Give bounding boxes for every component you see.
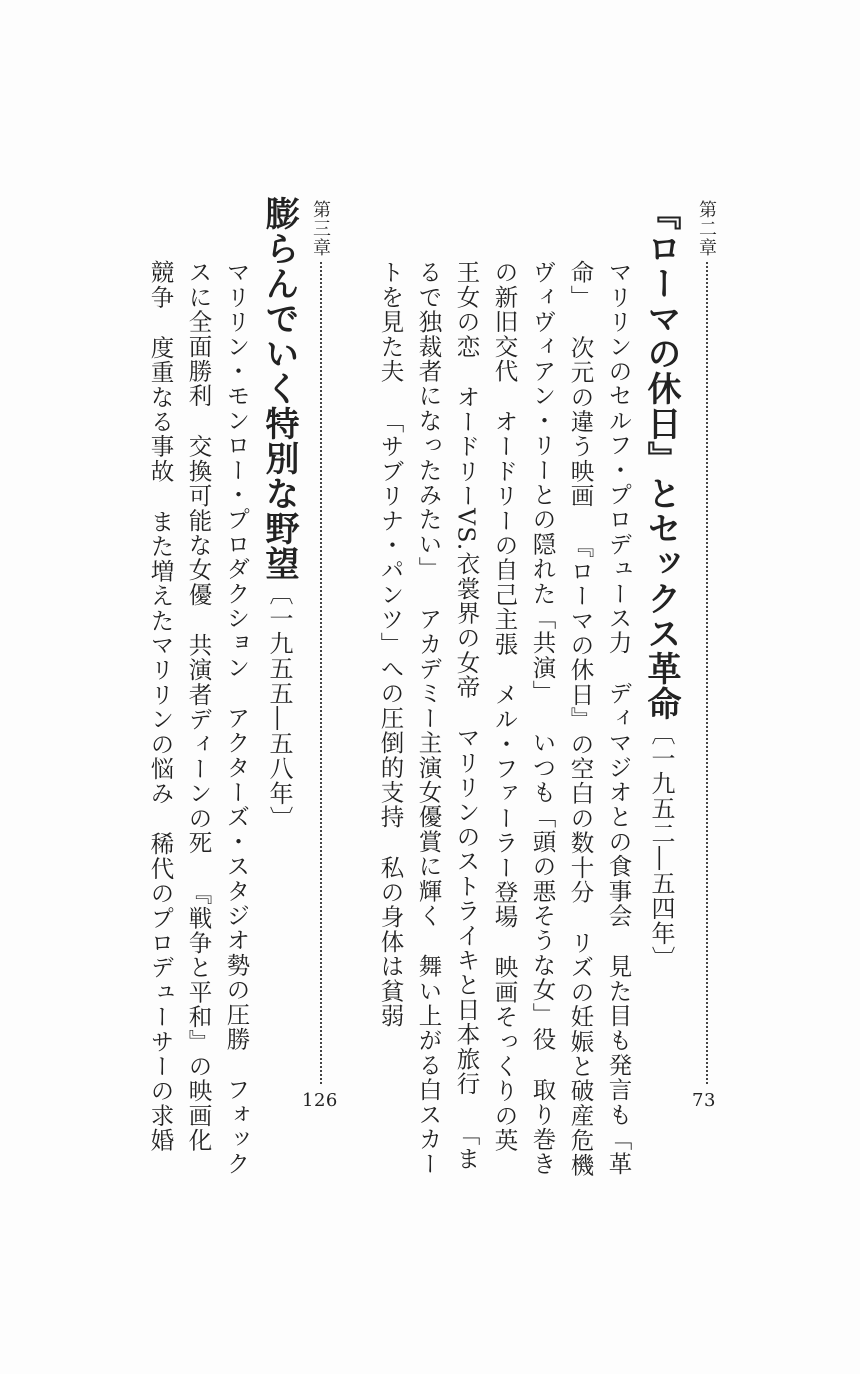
toc-entry: 取り巻き [528,1077,557,1177]
toc-entry: スに全面勝利 [184,260,213,409]
toc-entry: フォック [222,1077,251,1177]
toc-entry: 命」 [566,260,595,310]
toc-entry: 舞い上がる白スカー [414,953,443,1177]
toc-entry: アクターズ・スタジオ勢の圧勝 [222,705,251,1052]
toc-entry: いつも「頭の悪そうな女」役 [528,730,557,1052]
toc-entry: マリリンのセルフ・プロデュース力 [604,260,633,656]
chapter3-dot-leader [320,262,322,1084]
chapter2-title [641,196,681,971]
toc-entry: マリリンのストライキと日本旅行 [452,725,481,1097]
chapter2-years: 〔一九五二―五四年〕 [647,721,675,971]
toc-entry: 競争 [146,260,175,310]
chapter3-title-text: 膨らんでいく特別な野望 [259,196,299,581]
chapter3-line-1 [222,260,251,1177]
toc-entry: の新旧交代 [490,260,519,384]
toc-entry: 「サブリナ・パンツ」への圧倒的支持 [376,409,405,830]
toc-entry: 次元の違う映画 [566,335,595,509]
toc-entry: オードリーの自己主張 [490,409,519,657]
toc-entry: リズの妊娠と破産危機 [566,930,595,1178]
toc-entry: 『ローマの休日』の空白の数十分 [566,534,595,905]
toc-entry: オードリーVS.衣裳界の女帝 [452,384,481,700]
chapter2-line-6 [414,260,443,1177]
toc-entry: アカデミー主演女優賞に輝く [414,606,443,929]
toc-entry: また増えたマリリンの悩み [146,509,175,806]
chapter2-dot-leader [706,262,708,1084]
toc-entry: メル・ファーラー登場 [490,682,519,930]
chapter3-title [259,196,299,831]
chapter2-title-text: 『ローマの休日』とセックス革命 [641,196,681,721]
toc-entry: 『戦争と平和』の映画化 [184,880,213,1153]
toc-entry: 王女の恋 [452,260,481,359]
chapter2-line-4 [490,260,519,1153]
chapter3-years: 〔一九五五―五八年〕 [265,581,293,831]
chapter3-page-number: 126 [302,1090,338,1111]
toc-entry: 共演者ディーンの死 [184,632,213,856]
toc-entry: るで独裁者になったみたい」 [414,260,443,582]
toc-entry: 見た目も発言も「革 [604,953,633,1177]
toc-entry: 「ま [452,1121,481,1172]
toc-entry: マリリン・モンロー・プロダクション [222,260,251,680]
toc-entry: 稀代のプロデューサーの求婚 [146,831,175,1153]
chapter2-line-1 [604,260,633,1177]
toc-entry: ディマジオとの食事会 [604,681,633,929]
chapter3-line-3 [146,260,175,1153]
chapter2-page-number: 73 [692,1090,716,1111]
chapter2-line-2 [566,260,595,1178]
toc-entry: 映画そっくりの英 [490,955,519,1153]
chapter2-line-3 [528,260,557,1177]
chapter2-line-7 [376,260,405,1028]
toc-entry: 交換可能な女優 [184,434,213,607]
toc-entry: ヴィヴィアン・リーとの隠れた「共演」 [528,260,557,705]
chapter3-line-2 [184,260,213,1153]
toc-entry: 私の身体は貧弱 [376,855,405,1028]
toc-entry: 度重なる事故 [146,335,175,484]
toc-entry: トを見た夫 [376,260,405,384]
chapter2-line-5 [452,260,481,1172]
chapter3-label: 第三章 [310,200,331,257]
chapter2-label: 第二章 [696,200,717,257]
